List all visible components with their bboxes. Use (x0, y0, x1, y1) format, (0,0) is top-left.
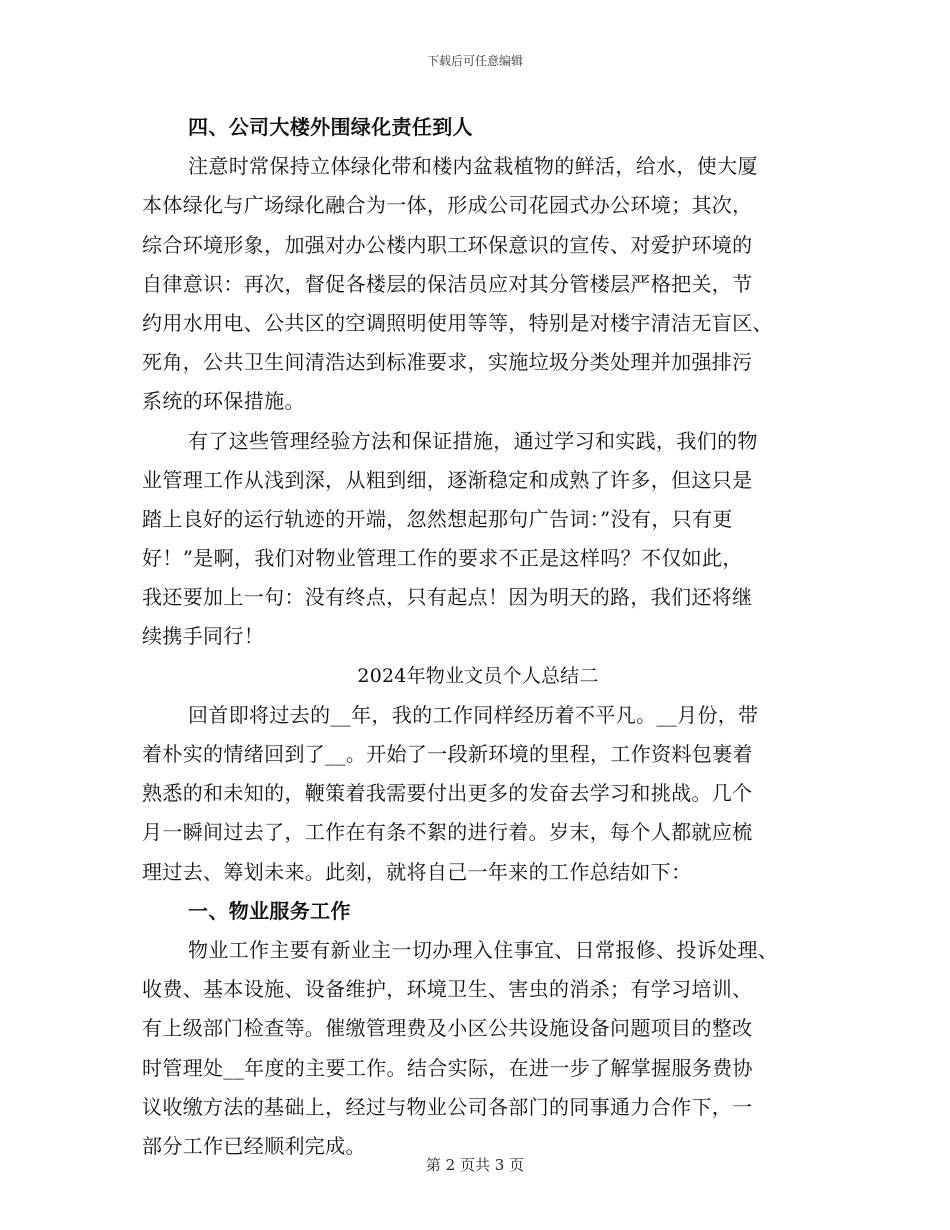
paragraph-line: 月一瞬间过去了，工作在有条不絮的进行着。岁末，每个人都就应梳 (142, 820, 753, 845)
section-heading-4: 四、公司大楼外围绿化责任到人 (188, 115, 473, 139)
document-body (142, 108, 814, 1166)
page-footer: 第 2 页共 3 页 (425, 1156, 525, 1174)
paragraph-line: 好！”是啊，我们对物业管理工作的要求不正是这样吗？不仅如此， (142, 546, 743, 571)
paragraph-line: 熟悉的和未知的，鞭策着我需要付出更多的发奋去学习和挑战。几个 (142, 781, 753, 806)
paragraph-line: 回首即将过去的__年，我的工作同样经历着不平凡。__月份，带 (188, 702, 759, 727)
paragraph-line: 死角，公共卫生间清浩达到标准要求，实施垃圾分类处理并加强排污 (142, 350, 753, 375)
paragraph-line: 收费、基本设施、设备维护，环境卫生、害虫的消杀；有学习培训、 (142, 977, 753, 1002)
section-heading-1: 一、物业服务工作 (188, 898, 351, 923)
paragraph-line: 注意时常保持立体绿化带和楼内盆栽植物的鲜活，给水，使大厦 (188, 154, 758, 179)
paragraph-line: 着朴实的情绪回到了__。开始了一段新环境的里程，工作资料包裹着 (142, 742, 753, 766)
paragraph-line: 物业工作主要有新业主一切办理入住事宜、日常报修、投诉处理、 (188, 937, 779, 962)
page-header: 下载后可任意编辑 (426, 54, 523, 68)
paragraph-line: 自律意识：再次，督促各楼层的保洁员应对其分管楼层严格把关，节 (142, 271, 753, 296)
paragraph-line: 综合环境形象，加强对办公楼内职工环保意识的宣传、对爱护环境的 (142, 232, 753, 257)
paragraph-line: 本体绿化与广场绿化融合为一体，形成公司花园式办公环境；其次， (142, 193, 753, 218)
paragraph-line: 议收缴方法的基础上，经过与物业公司各部门的同事通力合作下，一 (142, 1094, 753, 1119)
paragraph-line: 业管理工作从浅到深，从粗到细，逐渐稳定和成熟了许多，但这只是 (142, 467, 753, 492)
paragraph-line: 有了这些管理经验方法和保证措施，通过学习和实践，我们的物 (188, 428, 758, 453)
paragraph-line: 部分工作已经顺利完成。 (142, 1133, 366, 1158)
paragraph-line: 续携手同行！ (142, 624, 265, 649)
paragraph-line: 理过去、筹划未来。此刻，就将自己一年来的工作总结如下： (142, 859, 692, 884)
paragraph-line: 踏上良好的运行轨迹的开端，忽然想起那句广告词：”没有，只有更 (142, 506, 733, 531)
document-section-title: 2024年物业文员个人总结二 (357, 664, 599, 687)
paragraph-line: 我还要加上一句：没有终点，只有起点！因为明天的路，我们还将继 (142, 585, 753, 610)
paragraph-line: 约用水用电、公共区的空调照明使用等等，特别是对楼宇清洁无盲区、 (142, 310, 773, 335)
paragraph-line: 时管理处__年度的主要工作。结合实际，在进一步了解掌握服务费协 (142, 1055, 753, 1080)
paragraph-line: 有上级部门检查等。催缴管理费及小区公共设施设备问题项目的整改 (142, 1016, 753, 1041)
paragraph-line: 系统的环保措施。 (142, 389, 305, 414)
